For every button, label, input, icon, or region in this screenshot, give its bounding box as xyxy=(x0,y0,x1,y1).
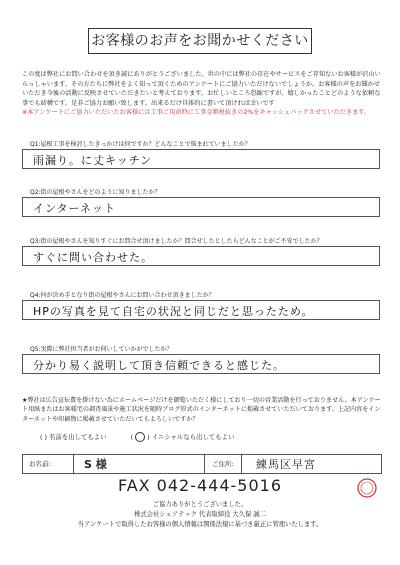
answer-box[interactable] xyxy=(22,149,380,169)
question-label: Q3:街の屋根やさんを知りすぐにお問合せ頂けましたか？問合せしたとしたらどんなことがご不安でしたか？ xyxy=(30,238,323,245)
company-seal-icon xyxy=(357,478,377,498)
answer-box[interactable] xyxy=(22,300,380,320)
answer-text: 雨漏り。に丈キッチン xyxy=(33,154,153,167)
company-line: 株式会社シェアテック 代表取締役 大久保 誠二 xyxy=(134,511,266,518)
consent-options xyxy=(40,432,234,442)
option-name-ok[interactable]: ( ) 名前を出してもよい xyxy=(40,433,107,441)
answer-box[interactable] xyxy=(22,197,380,217)
question-2 xyxy=(22,189,380,217)
page-title: お客様のお声をお聞かせください xyxy=(88,28,312,54)
footer xyxy=(0,500,400,530)
address-label: ご住所: xyxy=(204,455,242,473)
address-value[interactable]: 練馬区早宮 xyxy=(256,458,316,471)
question-label: Q2:街の屋根やさんをどのように知りましたか？ xyxy=(30,189,161,196)
name-label: お名前: xyxy=(23,455,74,473)
question-label: Q4:何が決め手となり街の屋根やさんにお問い合わせ頂きましたか？ xyxy=(30,292,215,299)
answer-text: 分かり易く説明して頂き信頼できると感じた。 xyxy=(33,359,285,372)
answer-box[interactable] xyxy=(22,246,380,266)
answer-text: すぐに問い合わせた。 xyxy=(33,251,153,264)
intro-paragraph: この度は弊社にお問い合わせを頂き誠にありがとうございました。世の中には弊社の存在やサービスをご存知ないお客様が沢山いらっしゃいます。その方たちに弊社をよく知って頂くためのアンケートにご協力いただけないでしょうか。お客様の声をお聞かせいただき今後の活動に反映させていただきたいと考えております。お忙しいところ恐縮ですが、嬉しかったことどのような依頼な事でも結構です。是非ご協力お願い致します。出来るだけ具体的に書いて頂ければ幸いです xyxy=(22,71,381,107)
selected-circle-icon xyxy=(135,432,145,442)
answer-text: HPの写真を見て自宅の状況と同じだと思ったため。 xyxy=(33,305,314,318)
question-3 xyxy=(22,238,380,266)
publication-consent-text xyxy=(22,396,382,424)
intro-text xyxy=(22,70,382,118)
fax-number: FAX 042-444-5016 xyxy=(117,476,283,495)
customer-info-row xyxy=(22,454,382,474)
consent-paragraph: ★弊社は広告宣伝費を掛けない為にホームページだけを御覧いただく様にしており一切の営業活動を行っておりません。本アンケート用紙またはお客様宅の調査風景や施工状況を随時ブログ形式のインターネットに掲載させていただいております。上記内容をインターネットや印刷物に掲載させていただいてもよろしいですか？ xyxy=(22,397,381,423)
option-initial-ok[interactable]: ( ) イニシャルなら出してもよい xyxy=(130,433,235,441)
answer-box[interactable] xyxy=(22,354,380,374)
question-label: Q1:屋根工事を検討したきっかけは何ですか？どんなことで悩まれていましたか？ xyxy=(30,141,251,148)
privacy-line: 当アンケートで取得したお客様の個人情報は関係法規に基づき厳正に管理いたします。 xyxy=(77,521,323,528)
question-label: Q5:実際に弊社担当者がお伺いしていかがでしたか？ xyxy=(30,346,173,353)
option-label: 名前を出してもよい xyxy=(49,433,107,441)
thanks-line: ご協力ありがとうございました。 xyxy=(152,501,248,508)
answer-text: インターネット xyxy=(33,202,117,215)
question-1 xyxy=(22,141,380,169)
question-4 xyxy=(22,292,380,320)
name-value[interactable]: S 様 xyxy=(84,458,107,471)
question-5 xyxy=(22,346,380,374)
option-label: イニシャルなら出してもよい xyxy=(151,433,235,441)
cashback-note: ※本アンケートにご協力いただいたお客様には工事ご用命時に工事金額税抜きの2%をキャッシュバックさせていただきます。 xyxy=(22,109,371,117)
